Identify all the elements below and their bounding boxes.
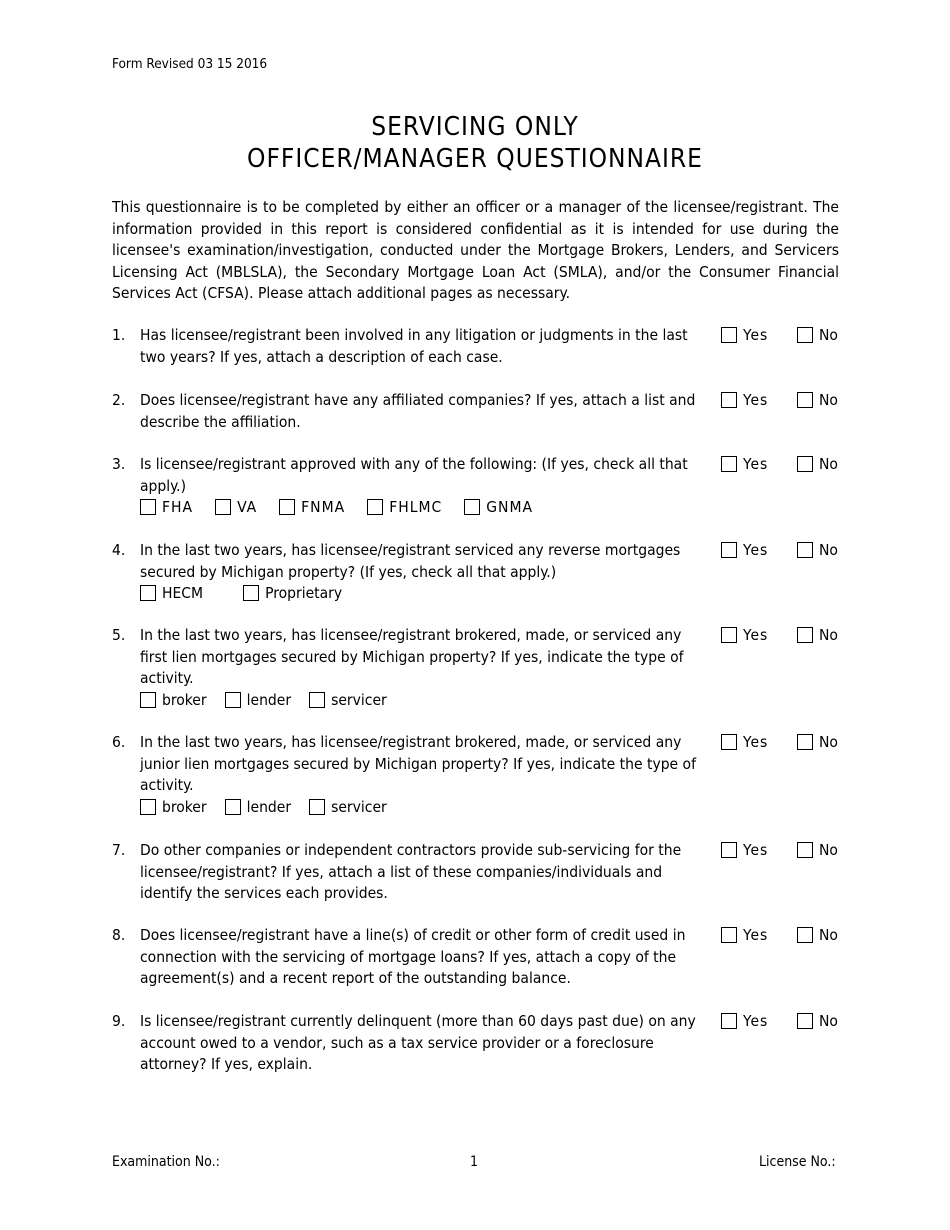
option-label: GNMA: [486, 498, 534, 516]
yes-checkbox-6[interactable]: [721, 732, 768, 754]
checkbox-box[interactable]: [225, 799, 241, 815]
page-number: 1: [470, 1154, 479, 1170]
yes-checkbox-2[interactable]: [721, 390, 768, 412]
no-checkbox-2[interactable]: [797, 390, 838, 412]
checkbox-box[interactable]: [721, 927, 737, 943]
checkbox-box[interactable]: [464, 499, 480, 515]
checkbox-box[interactable]: [367, 499, 383, 515]
no-label: No: [819, 626, 838, 644]
question-3: [140, 454, 705, 519]
checkbox-box[interactable]: [797, 1013, 813, 1029]
yes-label: Yes: [743, 1012, 769, 1030]
option-gnma-checkbox[interactable]: [464, 497, 533, 519]
no-checkbox-6[interactable]: [797, 732, 838, 754]
question-text: In the last two years, has licensee/registrant brokered, made, or serviced any first lien mortgages secured by Michigan property? If yes, indicate the type of activity.: [140, 626, 684, 687]
question-options: [140, 583, 705, 605]
option-servicer-checkbox[interactable]: [309, 690, 387, 712]
option-label: servicer: [331, 797, 387, 816]
question-8: [140, 925, 705, 990]
yes-checkbox-4[interactable]: [721, 540, 768, 562]
no-checkbox-9[interactable]: [797, 1011, 838, 1033]
option-proprietary-checkbox[interactable]: [243, 583, 342, 605]
no-checkbox-5[interactable]: [797, 625, 838, 647]
checkbox-box[interactable]: [140, 799, 156, 815]
checkbox-box[interactable]: [721, 1013, 737, 1029]
checkbox-box[interactable]: [721, 392, 737, 408]
yes-checkbox-7[interactable]: [721, 840, 768, 862]
checkbox-box[interactable]: [309, 799, 325, 815]
option-label: FNMA: [301, 498, 346, 516]
title-line-1: SERVICING ONLY: [371, 112, 579, 142]
option-fhlmc-checkbox[interactable]: [367, 497, 442, 519]
form-revision: Form Revised 03 15 2016: [112, 56, 268, 72]
option-label: lender: [246, 690, 292, 709]
option-label: Proprietary: [265, 584, 343, 602]
checkbox-box[interactable]: [721, 542, 737, 558]
checkbox-box[interactable]: [721, 842, 737, 858]
option-fnma-checkbox[interactable]: [279, 497, 345, 519]
checkbox-box[interactable]: [721, 627, 737, 643]
yes-checkbox-9[interactable]: [721, 1011, 768, 1033]
yes-checkbox-5[interactable]: [721, 625, 768, 647]
option-broker-checkbox[interactable]: [140, 690, 207, 712]
checkbox-box[interactable]: [721, 327, 737, 343]
no-label: No: [819, 733, 838, 751]
yes-label: Yes: [743, 541, 769, 559]
question-number: 8.: [112, 926, 126, 944]
checkbox-box[interactable]: [140, 585, 156, 601]
question-4: [140, 540, 705, 605]
checkbox-box[interactable]: [721, 734, 737, 750]
title-line-2: OFFICER/MANAGER QUESTIONNAIRE: [247, 144, 703, 174]
question-text: Does licensee/registrant have a line(s) of credit or other form of credit used in connection with the servicing of mortgage loans? If yes, attach a copy of the agreement(s) and a recent report of the outstanding balance.: [140, 926, 686, 987]
no-label: No: [819, 391, 838, 409]
no-label: No: [819, 455, 838, 473]
checkbox-box[interactable]: [797, 327, 813, 343]
yes-label: Yes: [743, 626, 769, 644]
question-options: [140, 497, 705, 519]
option-lender-checkbox[interactable]: [225, 797, 291, 819]
question-text: Is licensee/registrant approved with any of the following: (If yes, check all that apply.): [140, 455, 688, 495]
checkbox-box[interactable]: [279, 499, 295, 515]
option-servicer-checkbox[interactable]: [309, 797, 387, 819]
intro-paragraph: This questionnaire is to be completed by either an officer or a manager of the licensee/registrant. The information provided in this report is considered confidential as it is intended for use during the licensee's examination/investigation, conducted under the Mortgage Brokers, Lenders, and Servicers Licensing Act (MBLSLA), the Secondary Mortgage Loan Act (SMLA), and/or the Consumer Financial Services Act (CFSA). Please attach additional pages as necessary.: [112, 198, 839, 302]
checkbox-box[interactable]: [797, 542, 813, 558]
option-label: FHLMC: [389, 498, 443, 516]
question-number: 6.: [112, 733, 126, 751]
question-options: [140, 690, 705, 712]
question-1: [140, 325, 705, 368]
no-checkbox-3[interactable]: [797, 454, 838, 476]
question-number: 4.: [112, 541, 126, 559]
no-checkbox-7[interactable]: [797, 840, 838, 862]
option-hecm-checkbox[interactable]: [140, 583, 203, 605]
question-6: [140, 732, 705, 818]
checkbox-box[interactable]: [215, 499, 231, 515]
question-text: Do other companies or independent contractors provide sub-servicing for the licensee/registrant? If yes, attach a list of these companies/individuals and identify the services each provides.: [140, 841, 682, 902]
question-number: 3.: [112, 455, 126, 473]
question-9: [140, 1011, 705, 1076]
question-text: In the last two years, has licensee/registrant serviced any reverse mortgages secured by Michigan property? (If yes, check all that apply.): [140, 541, 681, 581]
yes-label: Yes: [743, 391, 769, 409]
checkbox-box[interactable]: [721, 456, 737, 472]
option-fha-checkbox[interactable]: [140, 497, 193, 519]
question-options: [140, 797, 705, 819]
question-text: Is licensee/registrant currently delinquent (more than 60 days past due) on any account owed to a vendor, such as a tax service provider or a foreclosure attorney? If yes, explain.: [140, 1012, 696, 1073]
question-2: [140, 390, 705, 433]
checkbox-box[interactable]: [797, 456, 813, 472]
option-lender-checkbox[interactable]: [225, 690, 291, 712]
license-no-label: License No.:: [759, 1154, 836, 1170]
examination-no-label: Examination No.:: [112, 1154, 220, 1170]
checkbox-box[interactable]: [797, 734, 813, 750]
yes-label: Yes: [743, 926, 769, 944]
option-label: broker: [162, 797, 207, 816]
question-number: 5.: [112, 626, 126, 644]
yes-label: Yes: [743, 326, 769, 344]
yes-label: Yes: [743, 841, 769, 859]
question-number: 1.: [112, 326, 126, 344]
checkbox-box[interactable]: [243, 585, 259, 601]
no-label: No: [819, 926, 838, 944]
checkbox-box[interactable]: [225, 692, 241, 708]
no-checkbox-1[interactable]: [797, 325, 838, 347]
option-label: VA: [237, 498, 258, 516]
yes-checkbox-3[interactable]: [721, 454, 768, 476]
checkbox-box[interactable]: [309, 692, 325, 708]
option-broker-checkbox[interactable]: [140, 797, 207, 819]
question-7: [140, 840, 705, 905]
no-checkbox-4[interactable]: [797, 540, 838, 562]
option-va-checkbox[interactable]: [215, 497, 257, 519]
option-label: broker: [162, 690, 207, 709]
checkbox-box[interactable]: [797, 627, 813, 643]
yes-checkbox-1[interactable]: [721, 325, 768, 347]
question-text: Has licensee/registrant been involved in any litigation or judgments in the last two years? If yes, attach a description of each case.: [140, 326, 688, 366]
question-text: In the last two years, has licensee/registrant brokered, made, or serviced any junior lien mortgages secured by Michigan property? If yes, indicate the type of activity.: [140, 733, 696, 794]
option-label: lender: [246, 797, 292, 816]
question-number: 7.: [112, 841, 126, 859]
no-label: No: [819, 1012, 838, 1030]
option-label: FHA: [162, 498, 194, 516]
checkbox-box[interactable]: [797, 842, 813, 858]
question-5: [140, 625, 705, 711]
no-checkbox-8[interactable]: [797, 925, 838, 947]
checkbox-box[interactable]: [140, 692, 156, 708]
option-label: HECM: [162, 584, 204, 602]
question-number: 9.: [112, 1012, 126, 1030]
checkbox-box[interactable]: [140, 499, 156, 515]
checkbox-box[interactable]: [797, 927, 813, 943]
no-label: No: [819, 326, 838, 344]
question-number: 2.: [112, 391, 126, 409]
question-text: Does licensee/registrant have any affiliated companies? If yes, attach a list and describe the affiliation.: [140, 391, 696, 431]
option-label: servicer: [331, 690, 387, 709]
checkbox-box[interactable]: [797, 392, 813, 408]
no-label: No: [819, 541, 838, 559]
yes-checkbox-8[interactable]: [721, 925, 768, 947]
no-label: No: [819, 841, 838, 859]
yes-label: Yes: [743, 733, 769, 751]
yes-label: Yes: [743, 455, 769, 473]
